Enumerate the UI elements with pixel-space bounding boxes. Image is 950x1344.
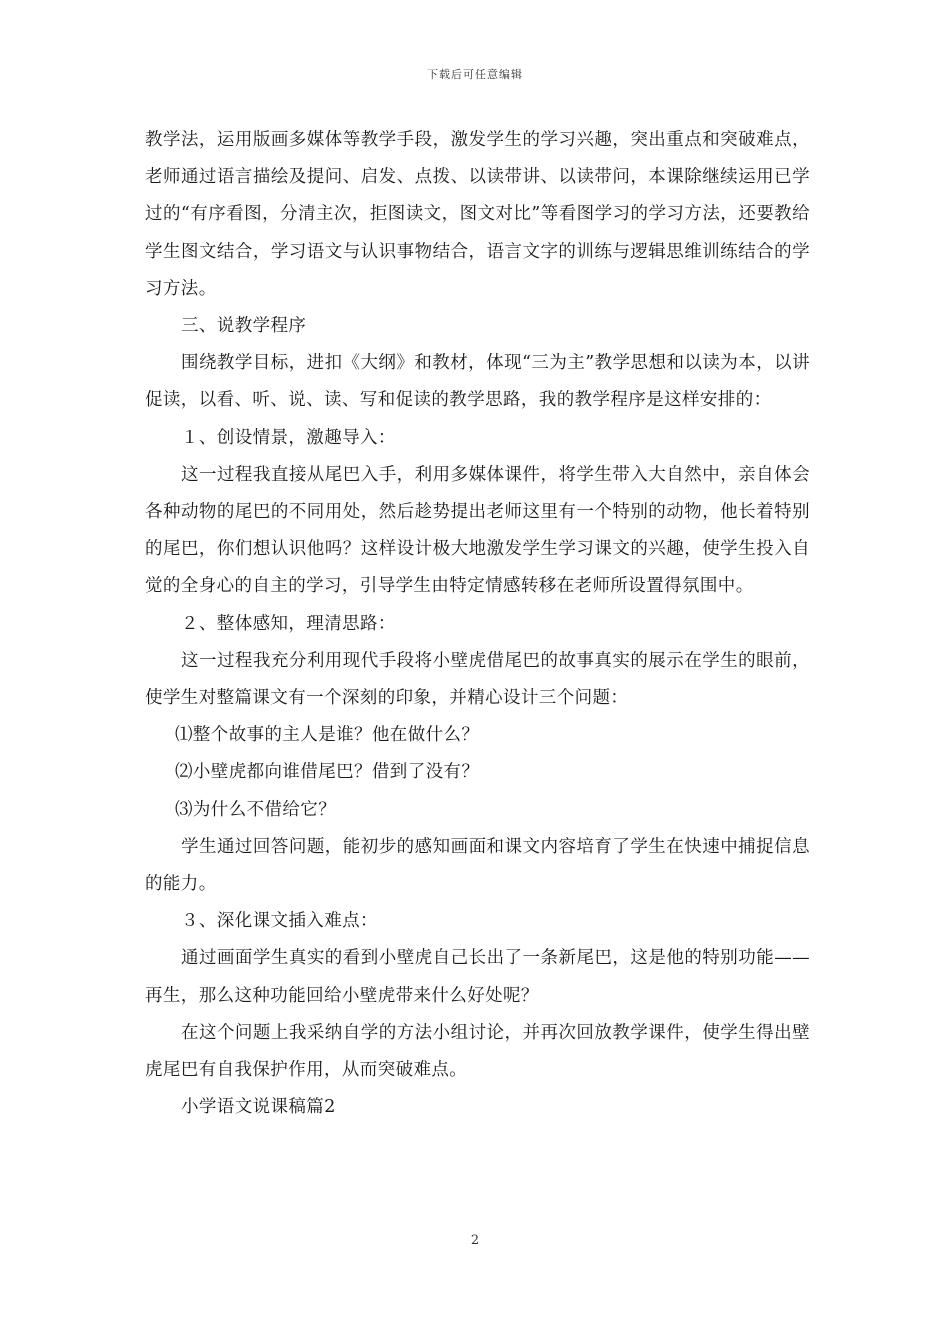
paragraph-teaching-method: 教学法，运用版画多媒体等教学手段，激发学生的学习兴趣，突出重点和突破难点，老师通过语言描绘及提问、启发、点拨、以读带讲、以读带问，本课除继续运用已学过的“有序看图，分清主次，拒图读文，图文对比”等看图学习的学习方法，还要教给学生图文结合，学习语文与认识事物结合，语言文字的训练与逻辑思维训练结合的学习方法。 xyxy=(145,130,810,299)
heading-next-article: 小学语文说课稿篇2 xyxy=(181,1097,336,1118)
paragraph-step-2: 这一过程我充分利用现代手段将小壁虎借尾巴的故事真实的展示在学生的眼前，使学生对整篇课文有一个深刻的印象，并精心设计三个问题： xyxy=(145,650,810,709)
paragraph-step-1: 这一过程我直接从尾巴入手，利用多媒体课件，将学生带入大自然中，亲自体会各种动物的尾巴的不同用处，然后趁势提出老师这里有一个特别的动物，他长着特别的尾巴，你们想认识他吗？这样设计极大地激发学生学习课文的兴趣，使学生投入自觉的全身心的自主的学习，引导学生由特定情感转移在老师所设置得氛围中。 xyxy=(145,464,810,597)
page-number: 2 xyxy=(470,1233,480,1248)
heading-teaching-procedure: 三、说教学程序 xyxy=(181,316,307,337)
question-3: ⑶为什么不借给它？ xyxy=(175,799,337,820)
paragraph-step-3: 通过画面学生真实的看到小壁虎自己长出了一条新尾巴，这是他的特别功能——再生，那么这种功能回给小壁虎带来什么好处呢？ xyxy=(145,948,810,1006)
question-1: ⑴整个故事的主人是谁？他在做什么？ xyxy=(175,725,480,746)
heading-step-2: ２、整体感知，理清思路： xyxy=(181,613,396,634)
paragraph-answer: 学生通过回答问题，能初步的感知画面和课文内容培育了学生在快速中捕捉信息的能力。 xyxy=(145,836,810,895)
paragraph-procedure-intro: 围绕教学目标，进扣《大纲》和教材，体现“三为主”教学思想和以读为本，以讲促读，以看、听、说、读、写和促读的教学思路，我的教学程序是这样安排的： xyxy=(145,353,810,411)
paragraph-step-3-discussion: 在这个问题上我采纳自学的方法小组讨论，并再次回放教学课件，使学生得出壁虎尾巴有自我保护作用，从而突破难点。 xyxy=(145,1022,810,1081)
question-2: ⑵小壁虎都向谁借尾巴？借到了没有？ xyxy=(175,762,480,783)
heading-step-1: １、创设情景，激趣导入： xyxy=(181,427,396,448)
heading-step-3: ３、深化课文插入难点： xyxy=(181,911,378,932)
document-body xyxy=(145,122,810,1126)
page-header: 下载后可任意编辑 xyxy=(427,68,523,81)
